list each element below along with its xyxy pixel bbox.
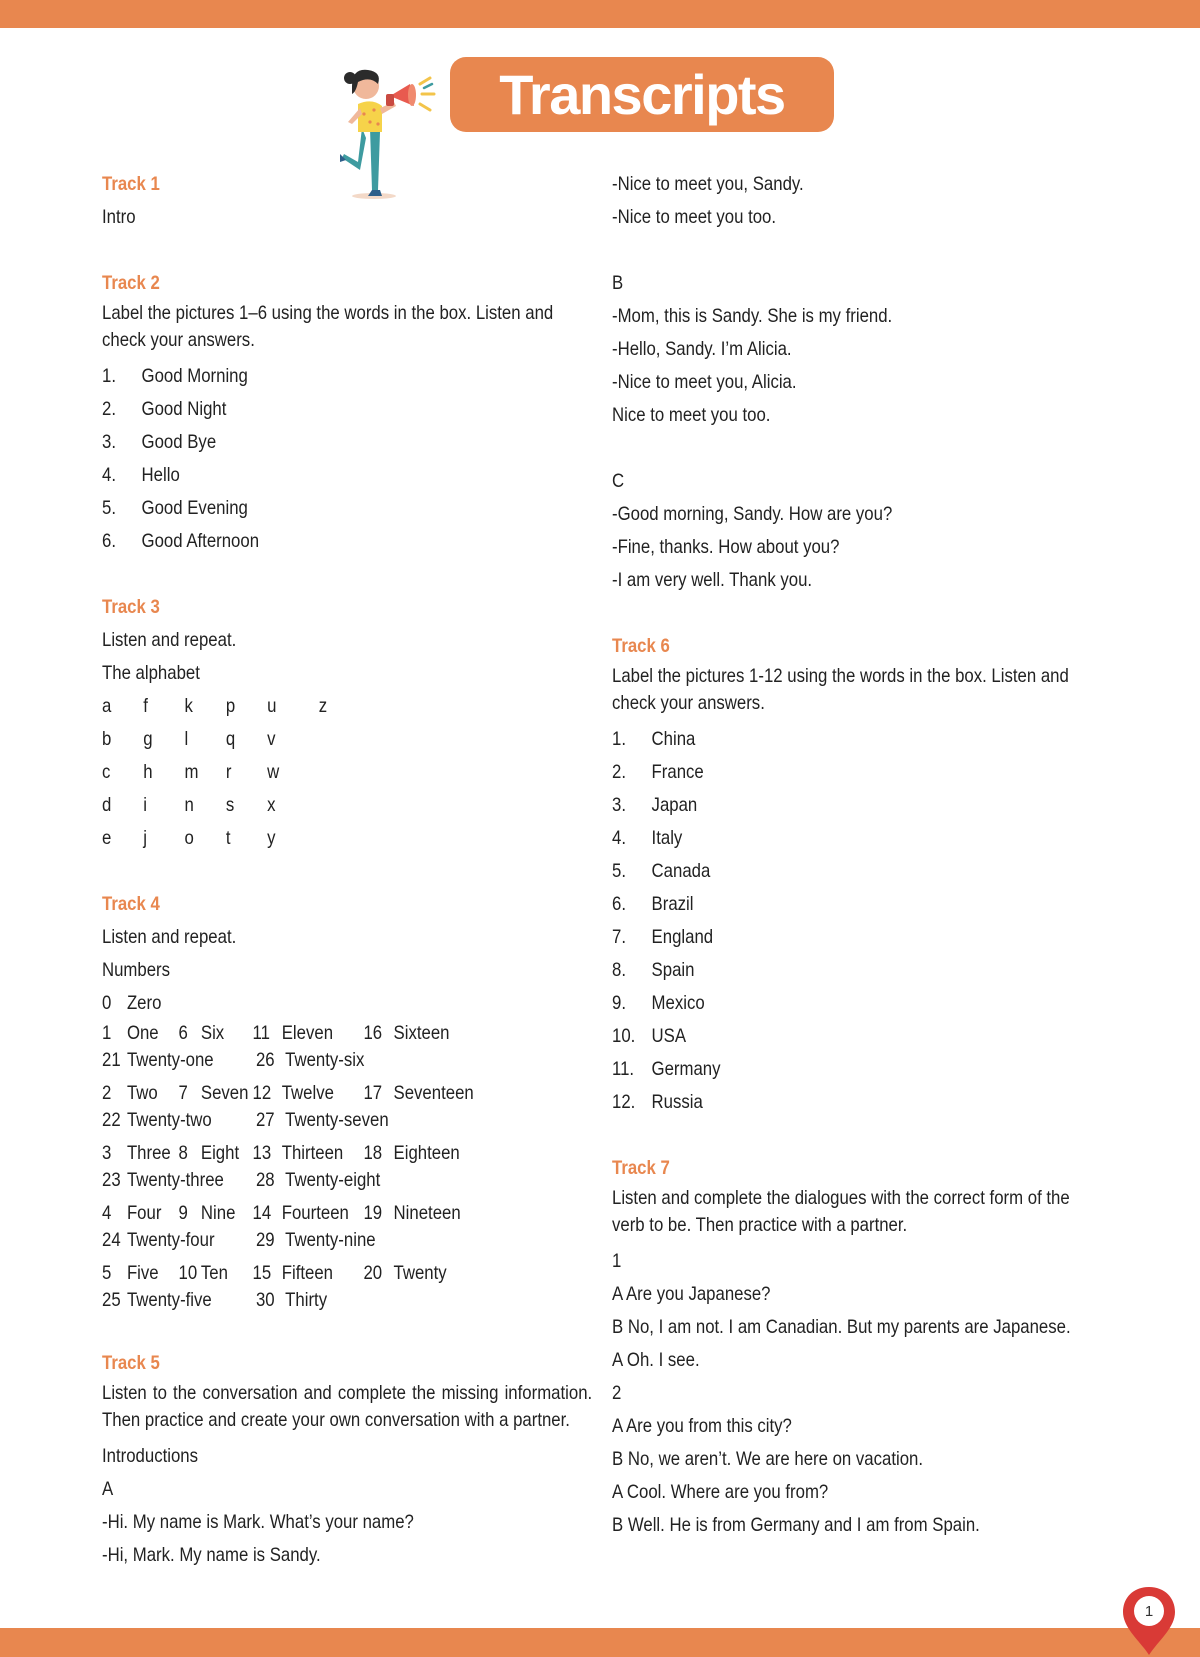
list-item: 2. France <box>612 761 704 783</box>
list-item: 5. Good Evening <box>102 497 248 519</box>
dialogue-line: 2 <box>612 1382 622 1404</box>
dialogue-c-label: C <box>612 470 625 492</box>
track2-heading: Track 2 <box>102 272 160 294</box>
dialogue-a-label: A <box>102 1478 114 1500</box>
dialogue-line: -Nice to meet you, Alicia. <box>612 371 797 393</box>
list-item: 1. China <box>612 728 696 750</box>
track4-instruction: Listen and repeat. <box>102 926 237 948</box>
list-item: 3. Japan <box>612 794 698 816</box>
list-item: 8. Spain <box>612 959 695 981</box>
dialogue-b-label: B <box>612 272 624 294</box>
numbers-group: 2 Two 7 Seven 12 Twelve 17 Seventeen 22 Twenty-two 27 Twenty-seven <box>102 1082 474 1131</box>
list-item: 11. Germany <box>612 1058 721 1080</box>
dialogue-line: -Nice to meet you, Sandy. <box>612 173 804 195</box>
dialogue-line: B No, I am not. I am Canadian. But my parents are Japanese. <box>612 1316 1071 1338</box>
alphabet-row: d i n s x <box>102 794 276 816</box>
page-number: 1 <box>1144 1602 1154 1620</box>
list-item: 12. Russia <box>612 1091 703 1113</box>
track7-instruction: Listen and complete the dialogues with the correct form of the verb to be. Then practice with a partner. <box>612 1187 1070 1236</box>
alphabet-row: a f k p u z <box>102 695 328 717</box>
track3-instruction: Listen and repeat. <box>102 629 237 651</box>
dialogue-line: A Cool. Where are you from? <box>612 1481 829 1503</box>
track5-instruction: Listen to the conversation and complete the missing information. Then practice and create your own conversation with a partner. <box>102 1382 593 1431</box>
track2-list <box>102 360 592 558</box>
page-title: Transcripts <box>499 63 785 126</box>
dialogue-line: A Are you Japanese? <box>612 1283 771 1305</box>
list-item: 7. England <box>612 926 714 948</box>
track6-heading: Track 6 <box>612 635 670 657</box>
list-item: 5. Canada <box>612 860 711 882</box>
track6-instruction: Label the pictures 1-12 using the words in the box. Listen and check your answers. <box>612 665 1069 714</box>
right-column <box>612 168 1102 1542</box>
list-item: 10. USA <box>612 1025 687 1047</box>
list-item: 2. Good Night <box>102 398 227 420</box>
alphabet-row: c h m r w <box>102 761 280 783</box>
dialogue-line: B No, we aren’t. We are here on vacation. <box>612 1448 924 1470</box>
bottom-accent-bar <box>0 1628 1200 1657</box>
list-item: 3. Good Bye <box>102 431 217 453</box>
dialogue-line: -Hi. My name is Mark. What’s your name? <box>102 1511 414 1533</box>
dialogue-line: A Are you from this city? <box>612 1415 792 1437</box>
dialogue-line: 1 <box>612 1250 622 1272</box>
list-item: 4. Italy <box>612 827 683 849</box>
dialogue-line: Nice to meet you too. <box>612 404 771 426</box>
alphabet-row: b g l q v <box>102 728 276 750</box>
dialogue-line: -Hi, Mark. My name is Sandy. <box>102 1544 321 1566</box>
list-item: 9. Mexico <box>612 992 705 1014</box>
track5-subtitle: Introductions <box>102 1445 199 1467</box>
dialogue-line: -I am very well. Thank you. <box>612 569 813 591</box>
track1-heading: Track 1 <box>102 173 160 195</box>
alphabet-row: e j o t y <box>102 827 276 849</box>
track3-subtitle: The alphabet <box>102 662 200 684</box>
dialogue-line: -Good morning, Sandy. How are you? <box>612 503 893 525</box>
track6-list <box>612 723 1102 1119</box>
track4-subtitle: Numbers <box>102 959 171 981</box>
dialogue-line: -Fine, thanks. How about you? <box>612 536 840 558</box>
track7-heading: Track 7 <box>612 1157 670 1179</box>
track2-instruction: Label the pictures 1–6 using the words in the box. Listen and check your answers. <box>102 302 554 351</box>
numbers-row: 0 Zero <box>102 992 162 1014</box>
dialogue-line: -Hello, Sandy. I’m Alicia. <box>612 338 792 360</box>
track3-heading: Track 3 <box>102 596 160 618</box>
alphabet-grid <box>102 690 592 855</box>
track1-text: Intro <box>102 206 136 228</box>
dialogue-line: A Oh. I see. <box>612 1349 700 1371</box>
dialogue-line: B Well. He is from Germany and I am from Spain. <box>612 1514 980 1536</box>
left-column <box>102 168 592 1572</box>
dialogue-line: -Mom, this is Sandy. She is my friend. <box>612 305 893 327</box>
list-item: 6. Good Afternoon <box>102 530 260 552</box>
list-item: 4. Hello <box>102 464 180 486</box>
top-accent-bar <box>0 0 1200 28</box>
title-banner <box>450 57 834 132</box>
track5-heading: Track 5 <box>102 1352 160 1374</box>
list-item: 6. Brazil <box>612 893 694 915</box>
numbers-group: 5 Five 10 Ten 15 Fifteen 20 Twenty 25 Twenty-five 30 Thirty <box>102 1262 447 1311</box>
list-item: 1. Good Morning <box>102 365 248 387</box>
numbers-group: 3 Three 8 Eight 13 Thirteen 18 Eighteen 23 Twenty-three 28 Twenty-eight <box>102 1142 460 1191</box>
dialogue-line: -Nice to meet you too. <box>612 206 777 228</box>
track4-heading: Track 4 <box>102 893 160 915</box>
numbers-group: 1 One 6 Six 11 Eleven 16 Sixteen 21 Twenty-one 26 Twenty-six <box>102 1022 450 1071</box>
numbers-table <box>102 987 592 1314</box>
numbers-group: 4 Four 9 Nine 14 Fourteen 19 Nineteen 24 Twenty-four 29 Twenty-nine <box>102 1202 461 1251</box>
